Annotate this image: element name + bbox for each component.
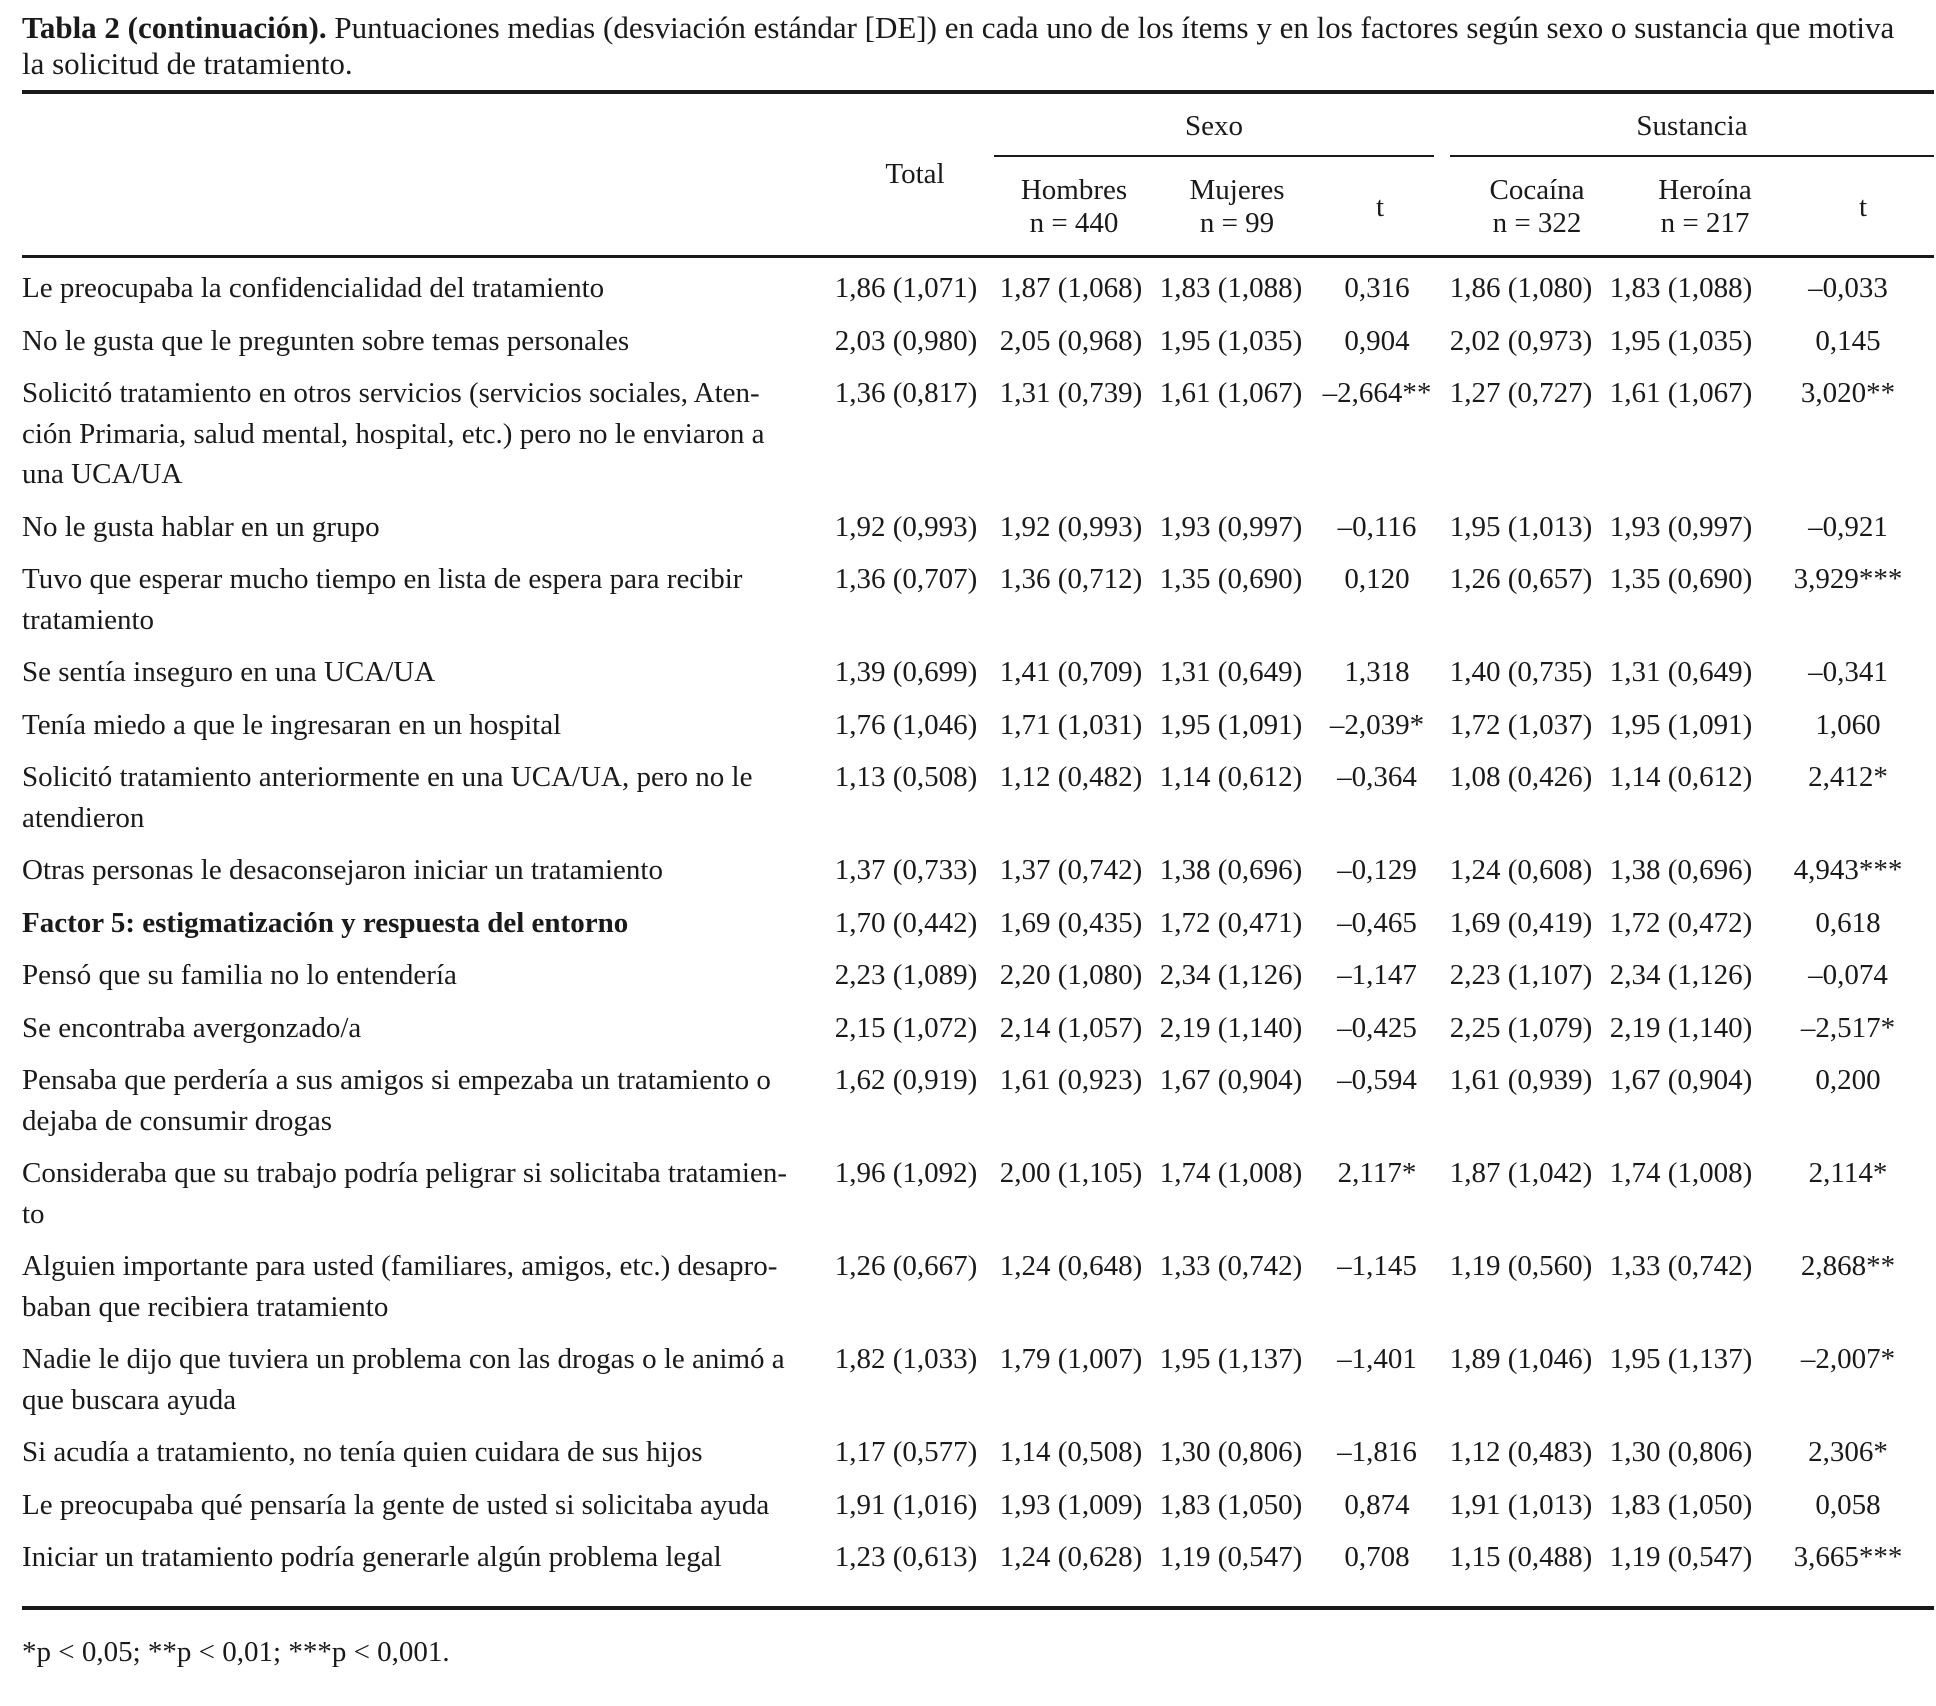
- cell-heroina: 1,95 (1,035): [1609, 324, 1753, 357]
- row-label: Pensaba que perdería a sus amigos si empezaba un tratamiento o dejaba de consumir drogas: [22, 1064, 771, 1137]
- table-row: [22, 1147, 1934, 1240]
- header-t-sustancia: t: [1858, 191, 1868, 223]
- table-row: [22, 646, 1934, 699]
- cell-mujeres: 1,35 (0,690): [1159, 563, 1303, 595]
- cell-mujeres: 1,61 (1,067): [1159, 377, 1303, 409]
- cell-cocaina: 1,24 (0,608): [1449, 854, 1593, 886]
- cell-hombres: 1,93 (1,009): [999, 1488, 1143, 1521]
- table-row: [22, 1002, 1934, 1055]
- header-sustancia: Sustancia: [1636, 110, 1748, 142]
- row-label: Alguien importante para usted (familiares, amigos, etc.) desapro-baban que recibiera tratamiento: [22, 1250, 778, 1323]
- cell-heroina: 1,74 (1,008): [1609, 1157, 1753, 1189]
- row-label: Tuvo que esperar mucho tiempo en lista de espera para recibir tratamiento: [22, 563, 743, 636]
- cell-mujeres: 1,19 (0,547): [1159, 1541, 1303, 1573]
- cell-heroina: 1,95 (1,091): [1609, 708, 1753, 741]
- cell-cocaina: 1,15 (0,488): [1449, 1541, 1593, 1573]
- cell-t-sexo: –2,664**: [1322, 377, 1432, 409]
- cell-cocaina: 1,19 (0,560): [1449, 1250, 1593, 1282]
- cell-cocaina: 1,40 (0,735): [1449, 656, 1593, 688]
- cell-heroina: 1,83 (1,050): [1609, 1488, 1753, 1521]
- cell-t-sustancia: 3,929***: [1793, 563, 1903, 595]
- cell-t-sexo: –1,145: [1337, 1250, 1417, 1282]
- cell-mujeres: 1,83 (1,088): [1159, 272, 1303, 304]
- row-label: Solicitó tratamiento anteriormente en una UCA/UA, pero no le atendieron: [22, 761, 753, 834]
- cell-mujeres: 1,30 (0,806): [1159, 1436, 1303, 1468]
- cell-mujeres: 2,19 (1,140): [1159, 1011, 1303, 1044]
- header-bottom-rule: [22, 255, 1934, 258]
- cell-t-sexo: 1,318: [1344, 656, 1410, 688]
- cell-t-sustancia: –0,033: [1808, 272, 1888, 304]
- data-table: [22, 262, 1934, 1584]
- table-row: [22, 553, 1934, 646]
- cell-heroina: 1,14 (0,612): [1609, 761, 1753, 793]
- cell-t-sexo: –1,816: [1337, 1436, 1417, 1468]
- row-label: Nadie le dijo que tuviera un problema con las drogas o le animó a que buscara ayuda: [22, 1343, 785, 1416]
- cell-t-sustancia: 0,200: [1815, 1064, 1881, 1096]
- header-mujeres: [1167, 174, 1307, 240]
- table-caption: [22, 10, 1922, 82]
- cell-t-sustancia: –2,517*: [1800, 1011, 1896, 1044]
- cell-t-sustancia: –0,074: [1808, 959, 1888, 991]
- header-t-sexo: t: [1375, 191, 1385, 223]
- cell-heroina: 1,61 (1,067): [1609, 377, 1753, 409]
- cell-t-sexo: –0,465: [1337, 906, 1417, 939]
- cell-t-sexo: 0,708: [1344, 1541, 1410, 1573]
- cell-t-sexo: –0,364: [1337, 761, 1417, 793]
- top-rule: [22, 90, 1934, 94]
- cell-cocaina: 1,86 (1,080): [1449, 272, 1593, 304]
- cell-cocaina: 1,27 (0,727): [1449, 377, 1593, 409]
- cell-total: 1,23 (0,613): [834, 1541, 978, 1573]
- cell-total: 1,37 (0,733): [834, 854, 978, 886]
- cell-cocaina: 1,26 (0,657): [1449, 563, 1593, 595]
- row-label: Solicitó tratamiento en otros servicios (servicios sociales, Aten-ción Primaria, salud mental, hospital, etc.) pero no le enviaron a una UCA/UA: [22, 377, 765, 490]
- header-hombres: [1004, 174, 1144, 240]
- cell-mujeres: 1,95 (1,091): [1159, 708, 1303, 741]
- row-label: Se encontraba avergonzado/a: [22, 1011, 362, 1044]
- cell-t-sexo: –1,401: [1337, 1343, 1417, 1375]
- cell-t-sexo: –0,129: [1337, 854, 1417, 886]
- cell-cocaina: 1,91 (1,013): [1449, 1488, 1593, 1521]
- row-label: Tenía miedo a que le ingresaran en un hospital: [22, 708, 562, 741]
- table-row: [22, 1240, 1934, 1333]
- cell-cocaina: 1,61 (0,939): [1449, 1064, 1593, 1096]
- cell-t-sexo: 0,120: [1344, 563, 1410, 595]
- cell-hombres: 2,14 (1,057): [999, 1011, 1143, 1044]
- header-hombres-label: Hombres: [1020, 174, 1128, 206]
- cell-heroina: 1,19 (0,547): [1609, 1541, 1753, 1573]
- cell-total: 1,76 (1,046): [834, 708, 978, 741]
- table-row: [22, 1479, 1934, 1532]
- cell-mujeres: 1,72 (0,471): [1159, 906, 1303, 939]
- cell-heroina: 1,33 (0,742): [1609, 1250, 1753, 1282]
- cell-total: 1,39 (0,699): [834, 656, 978, 688]
- cell-t-sexo: 0,904: [1344, 324, 1410, 357]
- cell-total: 1,26 (0,667): [834, 1250, 978, 1282]
- row-label: Iniciar un tratamiento podría generarle algún problema legal: [22, 1541, 722, 1573]
- cell-cocaina: 1,87 (1,042): [1449, 1157, 1593, 1189]
- cell-t-sexo: –0,425: [1337, 1011, 1417, 1044]
- cell-hombres: 1,31 (0,739): [999, 377, 1143, 409]
- sustancia-group-rule: [1450, 155, 1934, 157]
- cell-mujeres: 1,83 (1,050): [1159, 1488, 1303, 1521]
- cell-cocaina: 2,25 (1,079): [1449, 1011, 1593, 1044]
- cell-cocaina: 2,23 (1,107): [1449, 959, 1593, 991]
- cell-cocaina: 1,95 (1,013): [1449, 510, 1593, 543]
- cell-hombres: 1,37 (0,742): [999, 854, 1143, 886]
- cell-hombres: 2,00 (1,105): [999, 1157, 1143, 1189]
- caption-label: Tabla 2 (continuación).: [22, 10, 327, 45]
- table-footnote: *p < 0,05; **p < 0,01; ***p < 0,001.: [22, 1636, 450, 1668]
- cell-cocaina: 1,72 (1,037): [1449, 708, 1593, 741]
- cell-t-sustancia: 0,145: [1815, 324, 1881, 357]
- cell-t-sustancia: 1,060: [1815, 708, 1881, 741]
- cell-cocaina: 1,12 (0,483): [1449, 1436, 1593, 1468]
- caption-text: Puntuaciones medias (desviación estándar [DE]) en cada uno de los ítems y en los factores según sexo o sustancia que motiva la solicitud de tratamiento.: [22, 10, 1895, 81]
- cell-total: 2,23 (1,089): [834, 959, 978, 991]
- cell-hombres: 1,87 (1,068): [999, 272, 1143, 304]
- cell-hombres: 1,71 (1,031): [999, 708, 1143, 741]
- cell-t-sustancia: 3,020**: [1800, 377, 1896, 409]
- cell-heroina: 1,31 (0,649): [1609, 656, 1753, 688]
- header-mujeres-label: Mujeres: [1189, 174, 1285, 206]
- cell-hombres: 1,12 (0,482): [999, 761, 1143, 793]
- cell-t-sustancia: –0,341: [1808, 656, 1888, 688]
- cell-total: 2,15 (1,072): [834, 1011, 978, 1044]
- cell-heroina: 1,95 (1,137): [1609, 1343, 1753, 1375]
- cell-total: 1,13 (0,508): [834, 761, 978, 793]
- cell-hombres: 1,79 (1,007): [999, 1343, 1143, 1375]
- cell-t-sexo: 0,874: [1344, 1488, 1410, 1521]
- table-row: [22, 1531, 1934, 1584]
- cell-hombres: 1,24 (0,628): [999, 1541, 1143, 1573]
- cell-mujeres: 1,33 (0,742): [1159, 1250, 1303, 1282]
- table-row: [22, 844, 1934, 897]
- cell-cocaina: 1,69 (0,419): [1449, 906, 1593, 939]
- cell-heroina: 1,83 (1,088): [1609, 272, 1753, 304]
- row-label: Se sentía inseguro en una UCA/UA: [22, 656, 436, 688]
- cell-heroina: 1,38 (0,696): [1609, 854, 1753, 886]
- cell-t-sexo: 2,117*: [1337, 1157, 1417, 1189]
- header-heroina: [1630, 174, 1780, 240]
- cell-hombres: 1,36 (0,712): [999, 563, 1143, 595]
- row-label: Factor 5: estigmatización y respuesta del entorno: [22, 906, 629, 939]
- cell-mujeres: 1,95 (1,035): [1159, 324, 1303, 357]
- cell-total: 1,36 (0,817): [834, 377, 978, 409]
- cell-t-sustancia: 2,306*: [1808, 1436, 1888, 1468]
- cell-mujeres: 2,34 (1,126): [1159, 959, 1303, 991]
- cell-total: 1,96 (1,092): [834, 1157, 978, 1189]
- cell-hombres: 1,41 (0,709): [999, 656, 1143, 688]
- header-sexo: Sexo: [1185, 110, 1243, 142]
- header-cocaina-n: n = 322: [1492, 207, 1582, 239]
- header-mujeres-n: n = 99: [1199, 207, 1275, 239]
- bottom-rule: [22, 1606, 1934, 1610]
- cell-total: 1,92 (0,993): [834, 510, 978, 543]
- cell-mujeres: 1,67 (0,904): [1159, 1064, 1303, 1096]
- row-label: Le preocupaba qué pensaría la gente de usted si solicitaba ayuda: [22, 1488, 770, 1521]
- row-label: No le gusta que le pregunten sobre temas personales: [22, 324, 630, 357]
- cell-heroina: 1,72 (0,472): [1609, 906, 1753, 939]
- sexo-group-rule: [994, 155, 1434, 157]
- row-label: Consideraba que su trabajo podría peligrar si solicitaba tratamien-to: [22, 1157, 788, 1230]
- header-cocaina: [1462, 174, 1612, 240]
- cell-heroina: 1,35 (0,690): [1609, 563, 1753, 595]
- cell-total: 1,36 (0,707): [834, 563, 978, 595]
- table-row: [22, 699, 1934, 752]
- cell-t-sexo: –0,594: [1337, 1064, 1417, 1096]
- cell-heroina: 1,93 (0,997): [1609, 510, 1753, 543]
- cell-total: 1,17 (0,577): [834, 1436, 978, 1468]
- cell-t-sexo: 0,316: [1344, 272, 1410, 304]
- cell-hombres: 2,05 (0,968): [999, 324, 1143, 357]
- header-heroina-label: Heroína: [1658, 174, 1752, 206]
- row-label: Si acudía a tratamiento, no tenía quien cuidara de sus hijos: [22, 1436, 703, 1468]
- cell-total: 1,70 (0,442): [834, 906, 978, 939]
- cell-t-sustancia: 2,412*: [1808, 761, 1888, 793]
- cell-total: 2,03 (0,980): [834, 324, 978, 357]
- header-hombres-n: n = 440: [1029, 207, 1119, 239]
- cell-t-sustancia: 0,618: [1815, 906, 1881, 939]
- header-heroina-n: n = 217: [1660, 207, 1750, 239]
- table-row: [22, 262, 1934, 315]
- cell-t-sustancia: 2,114*: [1808, 1157, 1888, 1189]
- cell-cocaina: 1,89 (1,046): [1449, 1343, 1593, 1375]
- row-label: No le gusta hablar en un grupo: [22, 510, 380, 543]
- cell-total: 1,82 (1,033): [834, 1343, 978, 1375]
- cell-hombres: 1,92 (0,993): [999, 510, 1143, 543]
- cell-cocaina: 1,08 (0,426): [1449, 761, 1593, 793]
- cell-heroina: 1,30 (0,806): [1609, 1436, 1753, 1468]
- cell-heroina: 2,19 (1,140): [1609, 1011, 1753, 1044]
- cell-hombres: 1,61 (0,923): [999, 1064, 1143, 1096]
- cell-hombres: 1,69 (0,435): [999, 906, 1143, 939]
- cell-heroina: 1,67 (0,904): [1609, 1064, 1753, 1096]
- table-row: [22, 501, 1934, 554]
- cell-mujeres: 1,31 (0,649): [1159, 656, 1303, 688]
- table-row: [22, 751, 1934, 844]
- cell-cocaina: 2,02 (0,973): [1449, 324, 1593, 357]
- table-row: [22, 315, 1934, 368]
- cell-hombres: 2,20 (1,080): [999, 959, 1143, 991]
- cell-hombres: 1,14 (0,508): [999, 1436, 1143, 1468]
- table-row: [22, 1054, 1934, 1147]
- row-label: Otras personas le desaconsejaron iniciar un tratamiento: [22, 854, 663, 886]
- cell-t-sustancia: –2,007*: [1800, 1343, 1896, 1375]
- table-row: [22, 367, 1934, 501]
- header-total: Total: [885, 158, 945, 190]
- table-body: [22, 262, 1934, 1584]
- cell-mujeres: 1,38 (0,696): [1159, 854, 1303, 886]
- table-row: [22, 949, 1934, 1002]
- cell-t-sustancia: 3,665***: [1793, 1541, 1903, 1573]
- cell-t-sustancia: 0,058: [1815, 1488, 1881, 1521]
- cell-mujeres: 1,93 (0,997): [1159, 510, 1303, 543]
- cell-t-sexo: –1,147: [1337, 959, 1417, 991]
- cell-mujeres: 1,95 (1,137): [1159, 1343, 1303, 1375]
- table-row: [22, 1426, 1934, 1479]
- factor-row: [22, 897, 1934, 950]
- cell-heroina: 2,34 (1,126): [1609, 959, 1753, 991]
- cell-total: 1,62 (0,919): [834, 1064, 978, 1096]
- cell-t-sexo: –0,116: [1337, 510, 1417, 543]
- cell-t-sustancia: –0,921: [1808, 510, 1888, 543]
- row-label: Le preocupaba la confidencialidad del tratamiento: [22, 272, 605, 304]
- cell-total: 1,91 (1,016): [834, 1488, 978, 1521]
- cell-mujeres: 1,14 (0,612): [1159, 761, 1303, 793]
- cell-t-sustancia: 2,868**: [1800, 1250, 1896, 1282]
- cell-t-sexo: –2,039*: [1329, 708, 1425, 741]
- cell-t-sustancia: 4,943***: [1793, 854, 1903, 886]
- cell-hombres: 1,24 (0,648): [999, 1250, 1143, 1282]
- header-cocaina-label: Cocaína: [1489, 174, 1585, 206]
- row-label: Pensó que su familia no lo entendería: [22, 959, 457, 991]
- table-row: [22, 1333, 1934, 1426]
- cell-total: 1,86 (1,071): [834, 272, 978, 304]
- cell-mujeres: 1,74 (1,008): [1159, 1157, 1303, 1189]
